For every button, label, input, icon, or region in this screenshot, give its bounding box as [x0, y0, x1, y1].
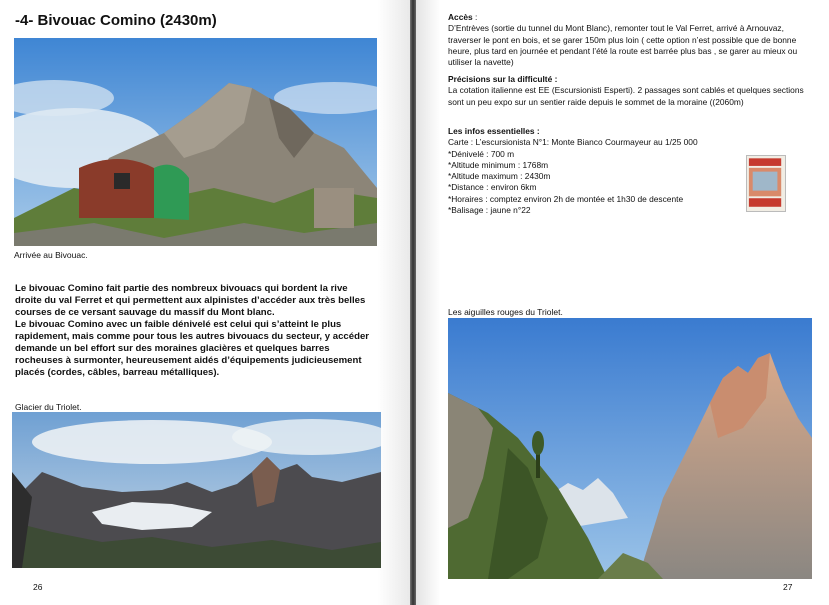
page-number-left: 26 — [33, 582, 43, 592]
difficulty-heading: Précisions sur la difficulté — [448, 74, 553, 84]
photo1-caption: Arrivée au Bivouac. — [14, 250, 88, 260]
page-number-right: 27 — [783, 582, 793, 592]
info-line-elevation-gain: *Dénivelé : 700 m — [448, 148, 515, 159]
aiguilles-photo — [448, 318, 812, 579]
access-heading: Accès — [448, 12, 473, 22]
intro-text — [15, 283, 375, 379]
intro-paragraph-2: Le bivouac Comino avec un faible dénivelé est celui qui s’atteint le plus rapidement, mais comme pour tous les autres bivouacs du secteur, y accéder demande un bel effort sur des moraines glacières et quelques barres rocheuses à surmonter, heureusement aidés d’équipements judicieusement placés (cordes, câbles, barreau métalliques). — [15, 319, 370, 378]
bivouac-photo — [14, 38, 377, 246]
photo-caption-right: Les aiguilles rouges du Triolet. — [448, 307, 563, 317]
info-line-altitude-max: *Altitude maximum : 2430m — [448, 171, 551, 182]
access-text: D’Entrèves (sortie du tunnel du Mont Blanc), remonter tout le Val Ferret, arrivé à Arnouvaz, traverser le pont en bois, et se garer 150m plus loin ( cette option n’est possible que de bonne heure, plus tard en journée et pendant l’été la route est barrée plus bas , se garer au mieux ou utiliser la navette) — [448, 23, 798, 68]
info-line-marking: *Balisage : jaune n°22 — [448, 205, 531, 216]
page-title: -4- Bivouac Comino (2430m) — [15, 12, 217, 29]
access-colon: : — [472, 12, 478, 22]
left-page — [0, 0, 410, 605]
difficulty-colon: : — [552, 74, 558, 84]
info-line-map: Carte : L’escursionista N°1: Monte Bianco Courmayeur au 1/25 000 — [448, 137, 698, 148]
intro-paragraph-1: Le bivouac Comino fait partie des nombreux bivouacs qui bordent la rive droite du val Ferret et qui permettent aux alpinistes d’accéder aux très belles courses de ce versant sauvage du massif du Mont blanc. — [15, 283, 366, 318]
photo2-caption: Glacier du Triolet. — [15, 402, 82, 412]
info-line-altitude-min: *Altitude minimum : 1768m — [448, 159, 549, 170]
map-cover-thumbnail — [746, 155, 786, 212]
infos-heading: Les infos essentielles — [448, 126, 535, 136]
infos-colon: : — [534, 126, 540, 136]
info-line-hours: *Horaires : comptez environ 2h de montée et 1h30 de descente — [448, 193, 684, 204]
difficulty-section — [448, 74, 818, 108]
glacier-photo — [12, 412, 381, 568]
right-page — [416, 0, 829, 605]
access-section — [448, 12, 818, 68]
info-line-distance: *Distance : environ 6km — [448, 182, 537, 193]
difficulty-text: La cotation italienne est EE (Escursionisti Esperti). 2 passages sont cablés et quelques sections sont un peu expo sur un sentier raide depuis le sommet de la moraine ((2060m) — [448, 85, 804, 107]
